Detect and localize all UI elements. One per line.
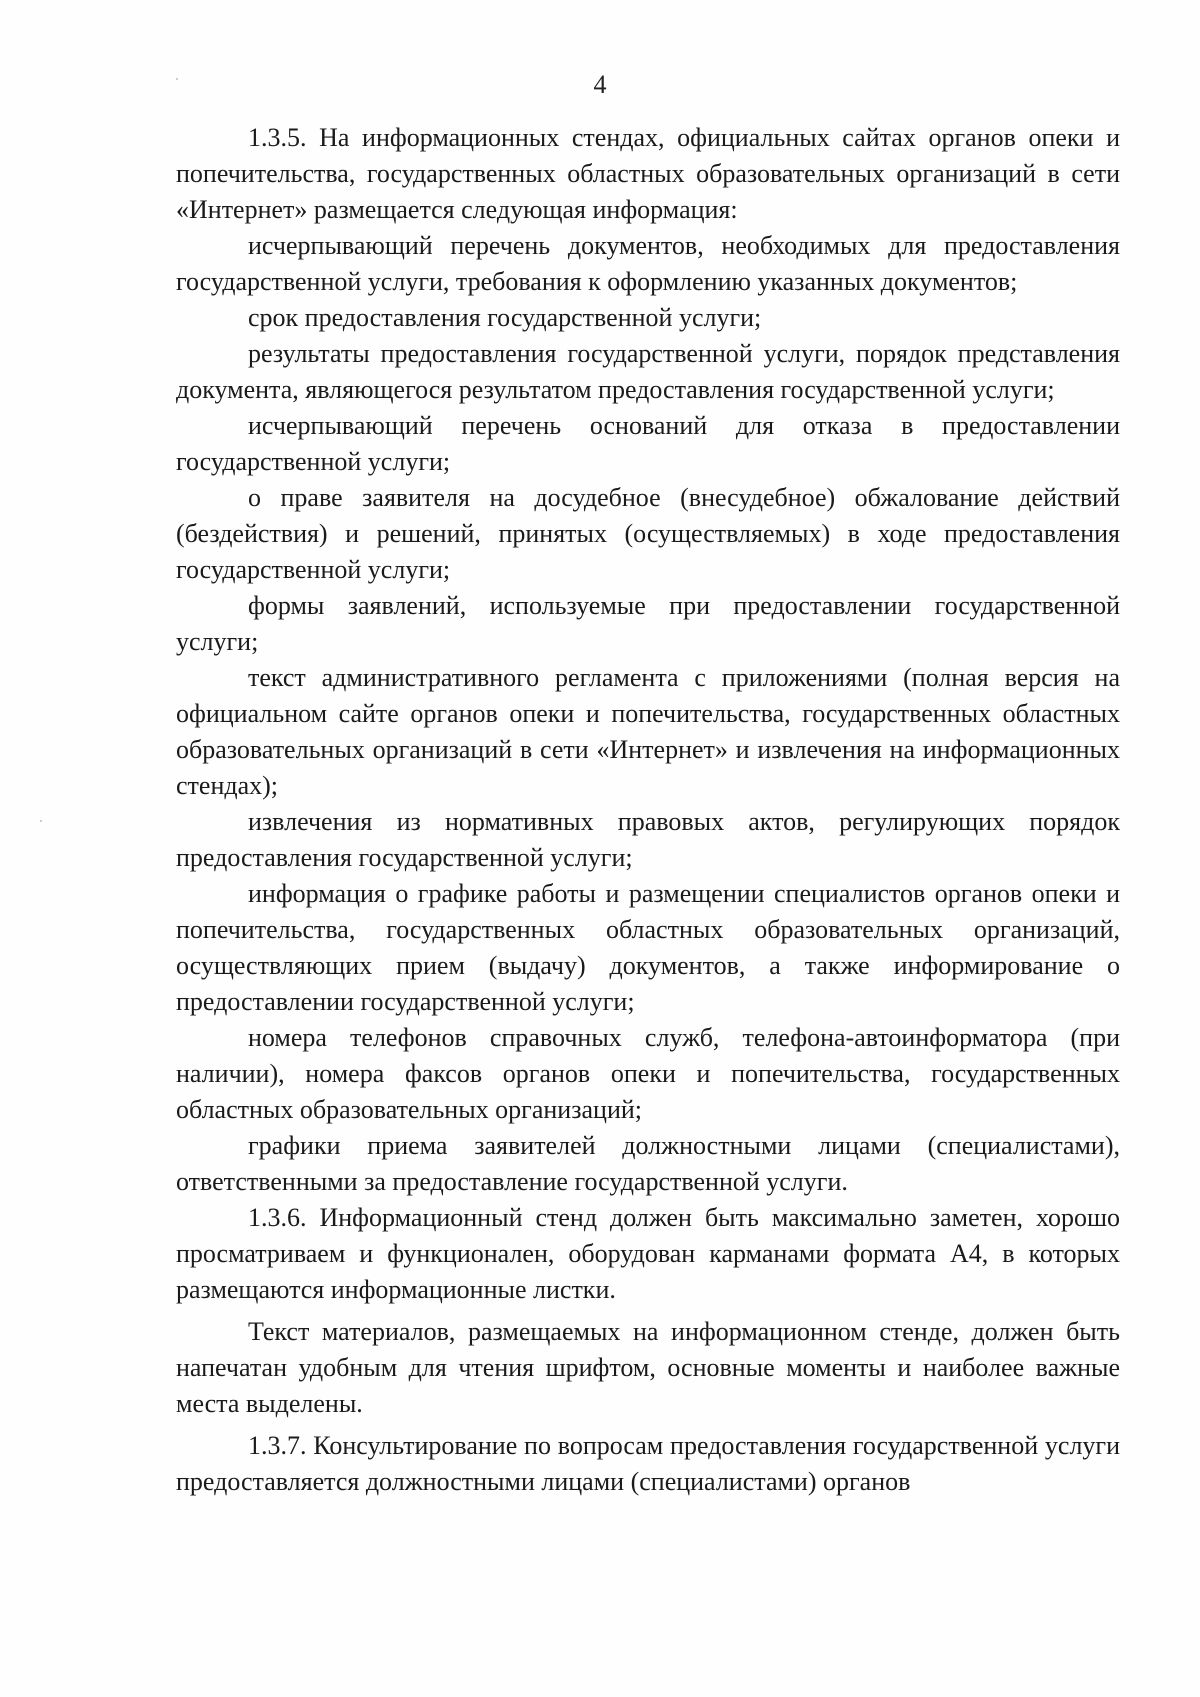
list-item-schedule-info: информация о графике работы и размещении специалистов органов опеки и попечительства, государственных областных образовательных организаций, осуществляющих прием (выдачу) документов, а также информирование о предоставлении государственной услуги;: [176, 879, 1120, 1016]
paragraph-1-3-5: 1.3.5. На информационных стендах, официальных сайтах органов опеки и попечительства, государственных областных образовательных организаций в сети «Интернет» размещается следующая информация:: [176, 123, 1120, 224]
scan-speck: [40, 820, 42, 822]
document-body: [176, 120, 1120, 1500]
page-number: 4: [593, 70, 607, 99]
list-item-results: результаты предоставления государственной услуги, порядок представления документа, являющегося результатом предоставления государственной услуги;: [176, 339, 1120, 404]
list-item-documents: исчерпывающий перечень документов, необходимых для предоставления государственной услуги, требования к оформлению указанных документов;: [176, 231, 1120, 296]
paragraph-1-3-7: 1.3.7. Консультирование по вопросам предоставления государственной услуги предоставляется должностными лицами (специалистами) органов: [176, 1431, 1120, 1496]
list-item-legal-extracts: извлечения из нормативных правовых актов, регулирующих порядок предоставления государственной услуги;: [176, 807, 1120, 872]
list-item-term: срок предоставления государственной услуги;: [248, 303, 762, 332]
paragraph-stand-text: Текст материалов, размещаемых на информационном стенде, должен быть напечатан удобным для чтения шрифтом, основные моменты и наиболее важные места выделены.: [176, 1317, 1120, 1418]
list-item-forms: формы заявлений, используемые при предоставлении государственной услуги;: [176, 591, 1120, 656]
list-item-reception-schedule: графики приема заявителей должностными лицами (специалистами), ответственными за предоставление государственной услуги.: [176, 1131, 1120, 1196]
list-item-regulation-text: текст административного регламента с приложениями (полная версия на официальном сайте органов опеки и попечительства, государственных областных образовательных организаций в сети «Интернет» и извлечения на информационных стендах);: [176, 663, 1120, 800]
list-item-appeal-right: о праве заявителя на досудебное (внесудебное) обжалование действий (бездействия) и решений, принятых (осуществляемых) в ходе предоставления государственной услуги;: [176, 483, 1120, 584]
list-item-phone-numbers: номера телефонов справочных служб, телефона-автоинформатора (при наличии), номера факсов органов опеки и попечительства, государственных областных образовательных организаций;: [176, 1023, 1120, 1124]
list-item-refusal-grounds: исчерпывающий перечень оснований для отказа в предоставлении государственной услуги;: [176, 411, 1120, 476]
paragraph-1-3-6: 1.3.6. Информационный стенд должен быть максимально заметен, хорошо просматриваем и функционален, оборудован карманами формата А4, в которых размещаются информационные листки.: [176, 1203, 1120, 1304]
